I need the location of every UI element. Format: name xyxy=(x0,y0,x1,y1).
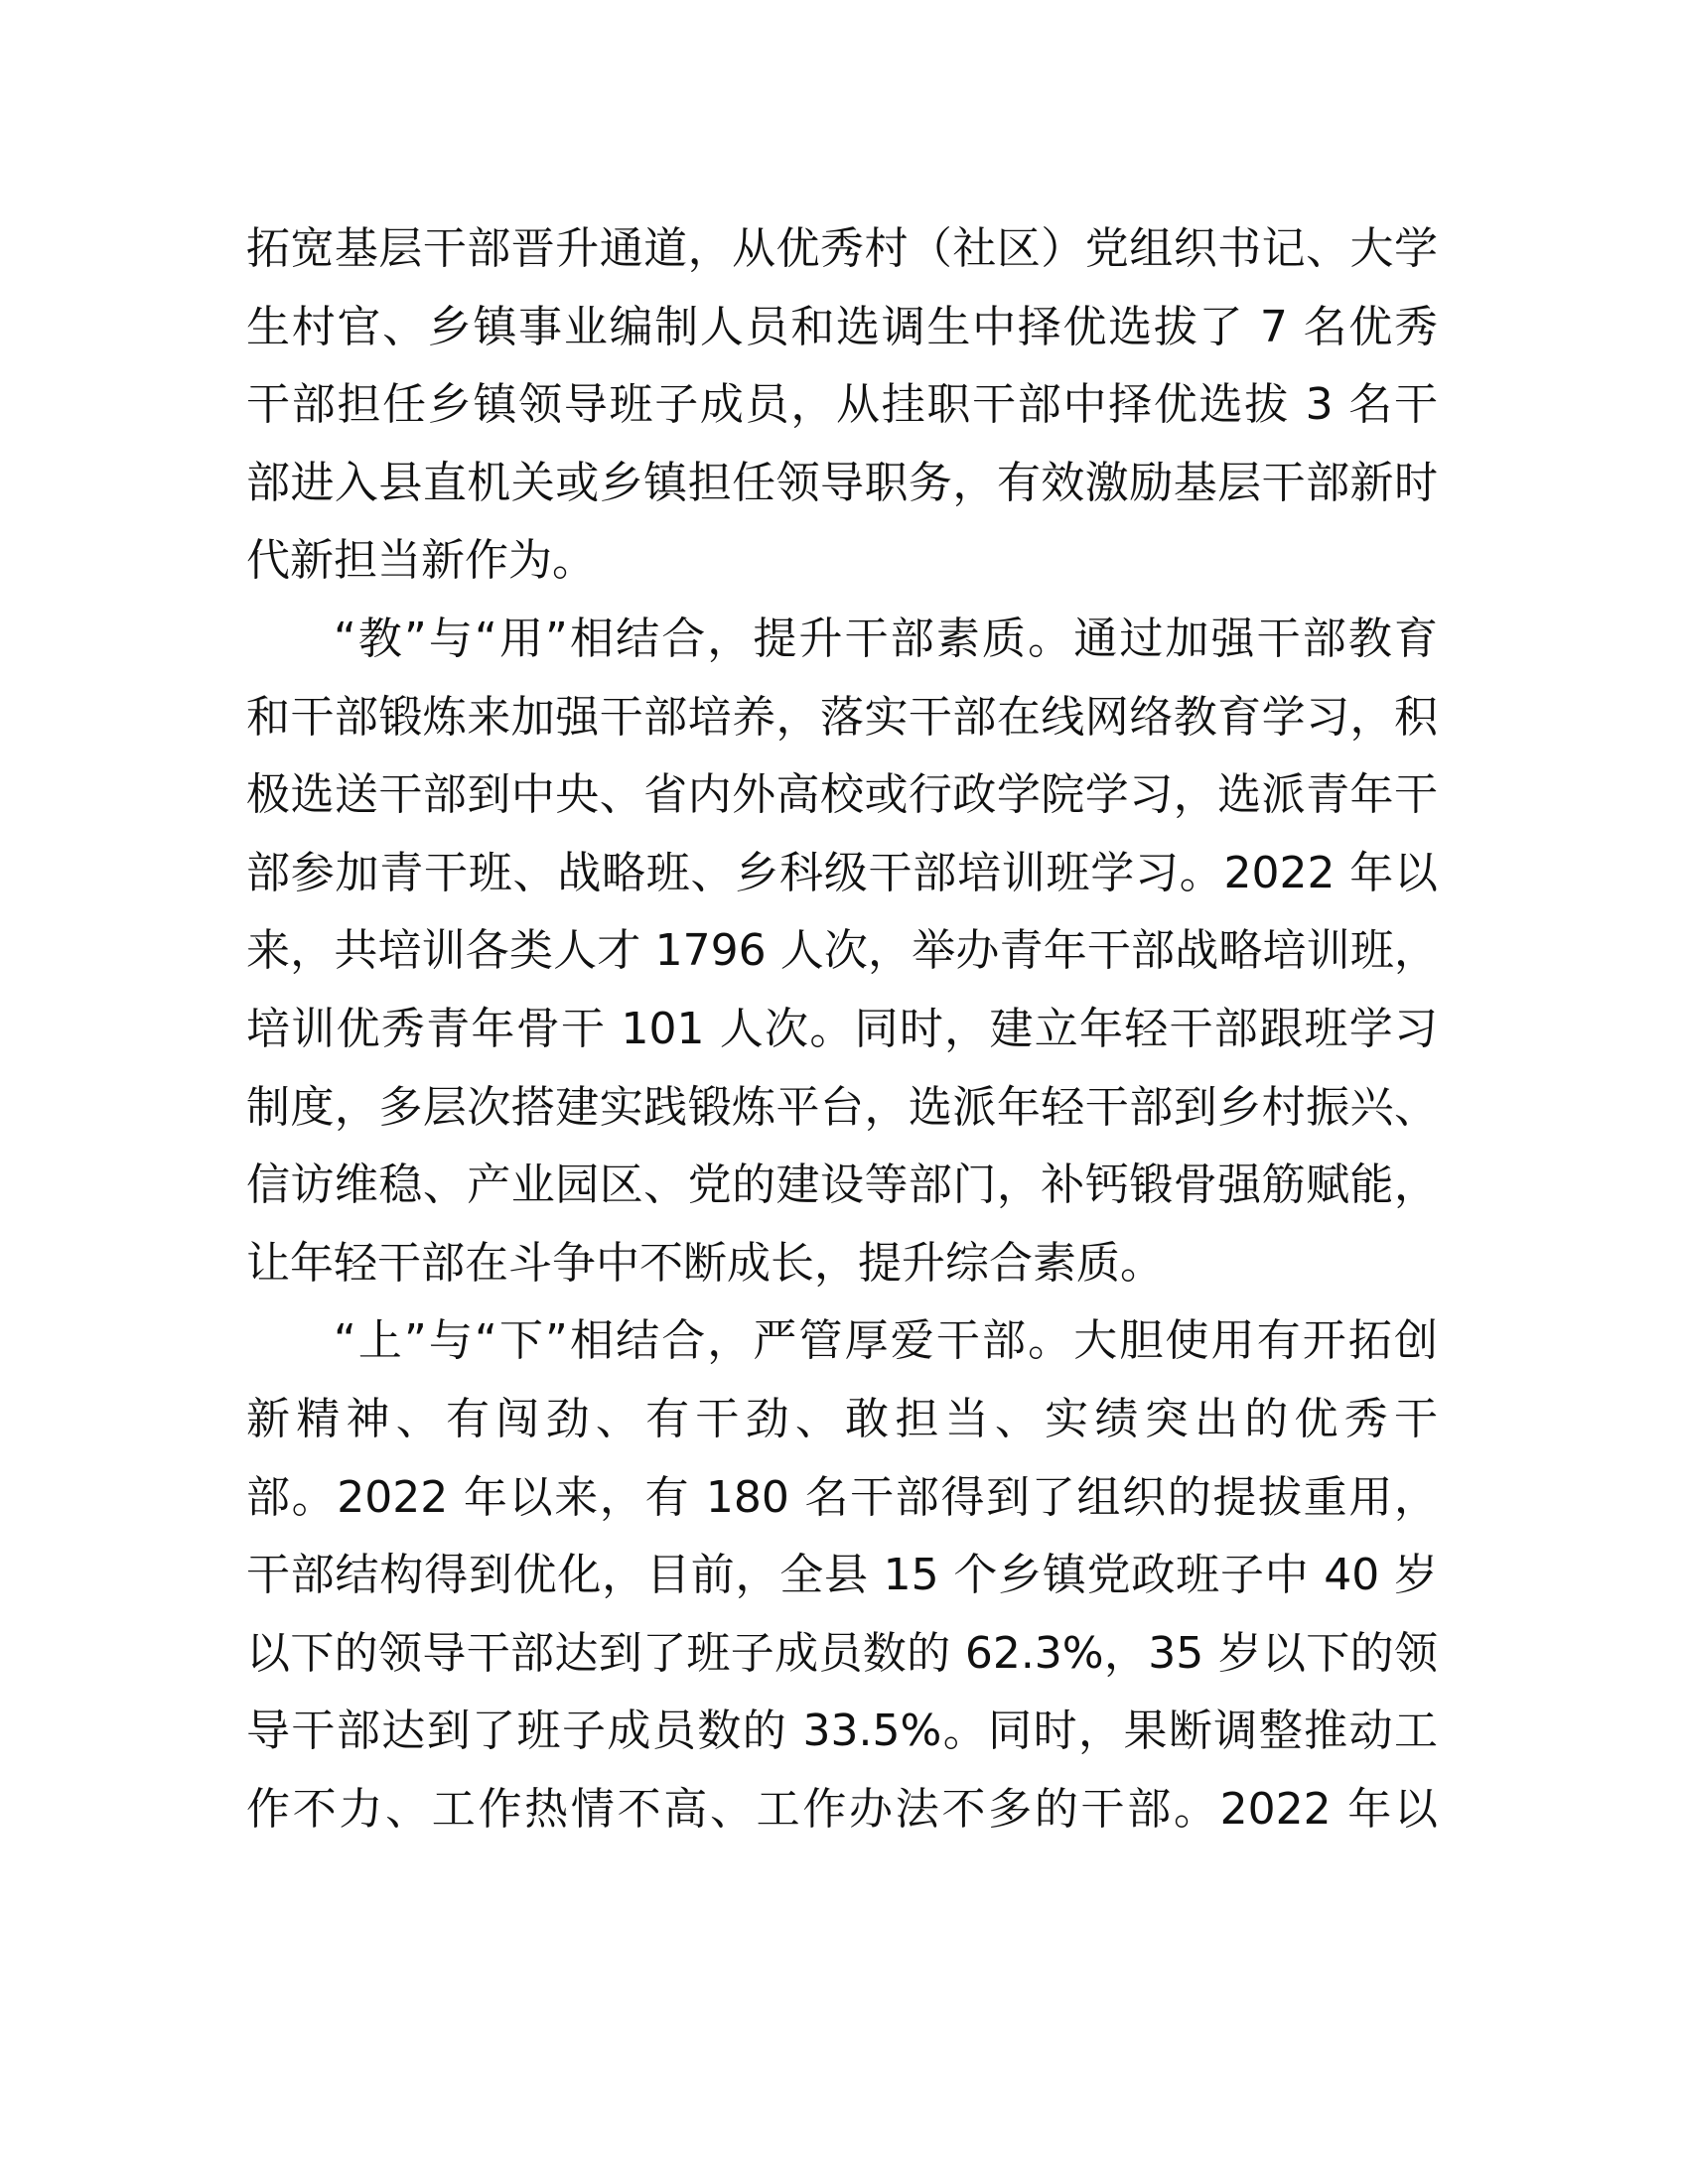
document-body xyxy=(246,210,1438,1848)
text-line: 导干部达到了班子成员数的 33.5%。同时，果断调整推动工 xyxy=(246,1706,1438,1757)
text-line: “上”与“下”相结合，严管厚爱干部。大胆使用有开拓创 xyxy=(334,1315,1438,1367)
text-line: 让年轻干部在斗争中不断成长，提升综合素质。 xyxy=(246,1237,1164,1289)
text-line: 以下的领导干部达到了班子成员数的 62.3%，35 岁以下的领 xyxy=(246,1627,1438,1679)
text-line: 作不力、工作热情不高、工作办法不多的干部。2022 年以 xyxy=(246,1783,1438,1835)
paragraph-1 xyxy=(246,210,1438,601)
text-line: 信访维稳、产业园区、党的建设等部门，补钙锻骨强筋赋能， xyxy=(246,1160,1438,1211)
text-line: 新精神、有闯劲、有干劲、敢担当、实绩突出的优秀干 xyxy=(246,1393,1438,1444)
text-line: 培训优秀青年骨干 101 人次。同时，建立年轻干部跟班学习 xyxy=(246,1003,1438,1054)
text-line: 部进入县直机关或乡镇担任领导职务，有效激励基层干部新时 xyxy=(246,457,1438,508)
text-line: “教”与“用”相结合，提升干部素质。通过加强干部教育 xyxy=(334,613,1438,664)
text-line: 制度，多层次搭建实践锻炼平台，选派年轻干部到乡村振兴、 xyxy=(246,1081,1438,1133)
text-line: 代新担当新作为。 xyxy=(246,535,596,587)
text-line: 和干部锻炼来加强干部培养，落实干部在线网络教育学习，积 xyxy=(246,691,1438,743)
text-line: 极选送干部到中央、省内外高校或行政学院学习，选派青年干 xyxy=(246,769,1438,821)
paragraph-2 xyxy=(246,601,1438,1302)
text-line: 部。2022 年以来，有 180 名干部得到了组织的提拔重用， xyxy=(246,1471,1438,1523)
text-line: 干部结构得到优化，目前，全县 15 个乡镇党政班子中 40 岁 xyxy=(246,1550,1438,1601)
text-line: 干部担任乡镇领导班子成员，从挂职干部中择优选拔 3 名干 xyxy=(246,379,1438,431)
text-line: 拓宽基层干部晋升通道，从优秀村（社区）党组织书记、大学 xyxy=(246,223,1438,274)
text-line: 部参加青干班、战略班、乡科级干部培训班学习。2022 年以 xyxy=(246,847,1438,898)
paragraph-3 xyxy=(246,1302,1438,1848)
text-line: 来，共培训各类人才 1796 人次，举办青年干部战略培训班， xyxy=(246,925,1438,977)
text-line: 生村官、乡镇事业编制人员和选调生中择优选拔了 7 名优秀 xyxy=(246,301,1438,352)
